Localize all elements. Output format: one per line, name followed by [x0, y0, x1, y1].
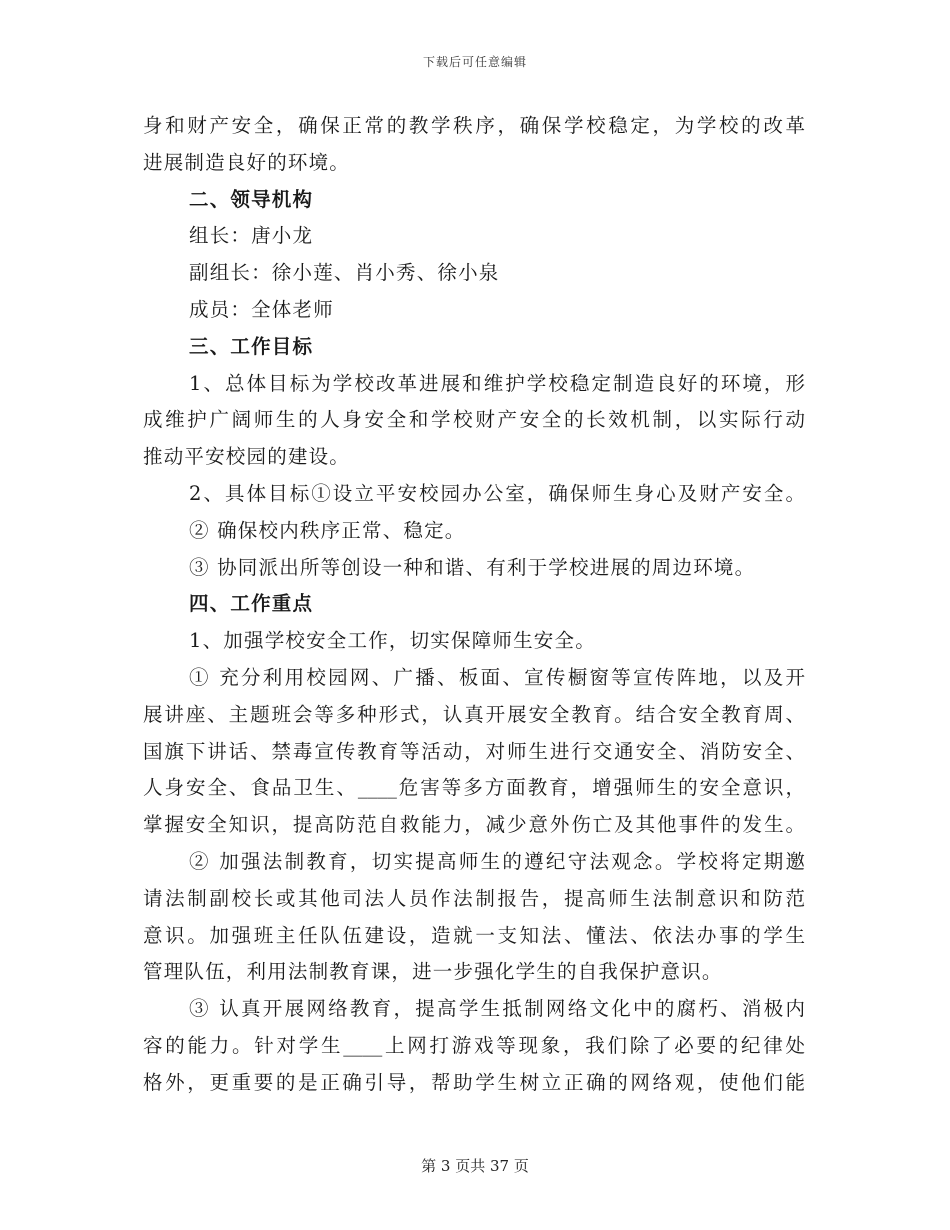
- text-line: 容的能力。针对学生____上网打游戏等现象，我们除了必要的纪律处: [143, 1033, 805, 1057]
- text-line: ① 充分利用校园网、广播、板面、宣传橱窗等宣传阵地，以及开: [189, 665, 805, 689]
- page-footer: 第 3 页共 37 页: [421, 1157, 529, 1175]
- text-line: 2、具体目标①设立平安校园办公室，确保师生身心及财产安全。: [189, 481, 805, 505]
- text-line: 推动平安校园的建设。: [143, 445, 351, 469]
- text-line: 人身安全、食品卫生、____危害等多方面教育，增强师生的安全意识，: [143, 776, 805, 800]
- text-line: 1、加强学校安全工作，切实保障师生安全。: [189, 629, 596, 653]
- text-line: 展讲座、主题班会等多种形式，认真开展安全教育。结合安全教育周、: [143, 702, 805, 726]
- text-line: 进展制造良好的环境。: [143, 150, 351, 174]
- text-line: 格外，更重要的是正确引导，帮助学生树立正确的网络观，使他们能: [143, 1070, 805, 1094]
- text-line: 请法制副校长或其他司法人员作法制报告，提高师生法制意识和防范: [143, 886, 805, 910]
- text-line: 掌握安全知识，提高防范自救能力，减少意外伤亡及其他事件的发生。: [143, 813, 805, 837]
- text-line: 管理队伍，利用法制教育课，进一步强化学生的自我保护意识。: [143, 960, 723, 984]
- section-heading: 二、领导机构: [189, 187, 314, 211]
- page-header: 下载后可任意编辑: [422, 55, 527, 69]
- text-line: 身和财产安全，确保正常的教学秩序，确保学校稳定，为学校的改革: [143, 114, 805, 137]
- text-line: ② 加强法制教育，切实提高师生的遵纪守法观念。学校将定期邀: [189, 849, 805, 873]
- section-heading: 四、工作重点: [189, 592, 314, 616]
- text-line: 成员：全体老师: [189, 297, 334, 321]
- text-line: 副组长：徐小莲、肖小秀、徐小泉: [189, 261, 500, 285]
- text-line: 1、总体目标为学校改革进展和维护学校稳定制造良好的环境，形: [189, 371, 805, 395]
- document-body: [143, 108, 805, 1102]
- text-line: ② 确保校内秩序正常、稳定。: [189, 518, 466, 542]
- section-heading: 三、工作目标: [189, 334, 314, 358]
- text-line: 组长：唐小龙: [189, 224, 314, 248]
- text-line: ③ 协同派出所等创设一种和谐、有利于学校进展的周边环境。: [189, 555, 756, 579]
- text-line: ③ 认真开展网络教育，提高学生抵制网络文化中的腐朽、消极内: [189, 997, 805, 1021]
- text-line: 意识。加强班主任队伍建设，造就一支知法、懂法、依法办事的学生: [143, 923, 805, 947]
- text-line: 国旗下讲话、禁毒宣传教育等活动，对师生进行交通安全、消防安全、: [143, 739, 805, 763]
- text-line: 成维护广阔师生的人身安全和学校财产安全的长效机制，以实际行动: [143, 408, 805, 432]
